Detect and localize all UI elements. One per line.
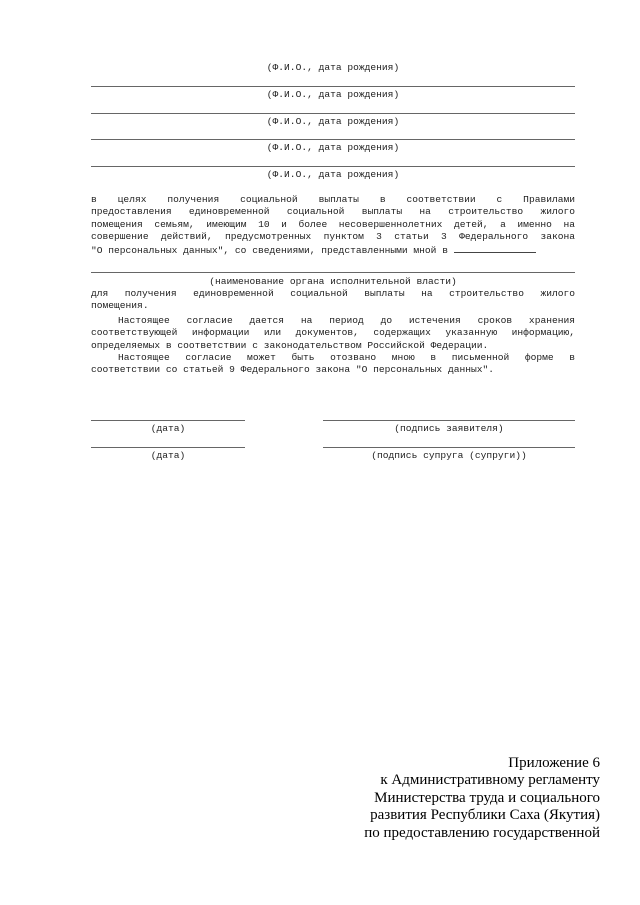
appendix-line: к Административному регламенту bbox=[380, 772, 600, 789]
fio-line-5 bbox=[91, 166, 575, 167]
date-line-2 bbox=[91, 447, 245, 448]
period-paragraph bbox=[91, 315, 575, 352]
period-line: Настоящее согласие дается на период до истечения сроков хранения bbox=[118, 315, 575, 326]
fio-line-3 bbox=[91, 113, 575, 114]
consent-line: в целях получения социальной выплаты в соответствии с Правилами bbox=[91, 194, 575, 205]
period-line: соответствующей информации или документов, содержащих указанную информацию, bbox=[91, 327, 575, 339]
consent-line: предоставления единовременной социальной выплаты на строительство жилого bbox=[91, 206, 575, 218]
appendix-line: по предоставлению государственной bbox=[364, 824, 600, 841]
authority-line bbox=[91, 272, 575, 273]
date-line-1 bbox=[91, 420, 245, 421]
appendix-title: Приложение 6 bbox=[508, 755, 600, 771]
fio-caption-4: (Ф.И.О., дата рождения) bbox=[266, 142, 400, 153]
fio-line-2 bbox=[91, 86, 575, 87]
fio-caption-1: (Ф.И.О., дата рождения) bbox=[266, 62, 400, 73]
applicant-signature-line bbox=[323, 420, 575, 421]
spouse-signature-caption: (подпись супруга (супруги)) bbox=[371, 450, 527, 461]
purpose-line: помещения. bbox=[91, 300, 149, 312]
spouse-signature-line bbox=[323, 447, 575, 448]
consent-line: "О персональных данных", со сведениями, представленными мной в bbox=[91, 245, 448, 257]
fio-caption-5: (Ф.И.О., дата рождения) bbox=[266, 169, 400, 180]
authority-caption: (наименование органа исполнительной власти) bbox=[209, 276, 457, 287]
fio-line-4 bbox=[91, 139, 575, 140]
purpose-paragraph bbox=[91, 288, 575, 313]
appendix-line: развития Республики Саха (Якутия) bbox=[370, 807, 600, 824]
applicant-signature-caption: (подпись заявителя) bbox=[394, 423, 504, 434]
consent-line-last bbox=[91, 243, 575, 257]
fio-caption-2: (Ф.И.О., дата рождения) bbox=[266, 89, 400, 100]
consent-paragraph bbox=[91, 194, 575, 257]
authority-blank[interactable] bbox=[454, 243, 536, 253]
purpose-line: для получения единовременной социальной выплаты на строительство жилого bbox=[91, 288, 575, 299]
date-caption-1: (дата) bbox=[150, 423, 186, 434]
period-line: определяемых в соответствии с законодательством Российской Федерации. bbox=[91, 339, 489, 351]
date-caption-2: (дата) bbox=[150, 450, 186, 461]
consent-line: совершение действий, предусмотренных пунктом 3 статьи 3 Федерального закона bbox=[91, 230, 575, 242]
revocation-paragraph bbox=[91, 352, 575, 377]
revocation-line: соответствии со статьей 9 Федерального закона "О персональных данных". bbox=[91, 364, 495, 376]
consent-line: помещения семьям, имеющим 10 и более несовершеннолетних детей, а именно на bbox=[91, 218, 575, 230]
revocation-line: Настоящее согласие может быть отозвано мною в письменной форме в bbox=[118, 352, 575, 363]
appendix-line: Министерства труда и социального bbox=[374, 789, 600, 806]
appendix-header bbox=[270, 755, 600, 842]
fio-caption-3: (Ф.И.О., дата рождения) bbox=[266, 116, 400, 127]
